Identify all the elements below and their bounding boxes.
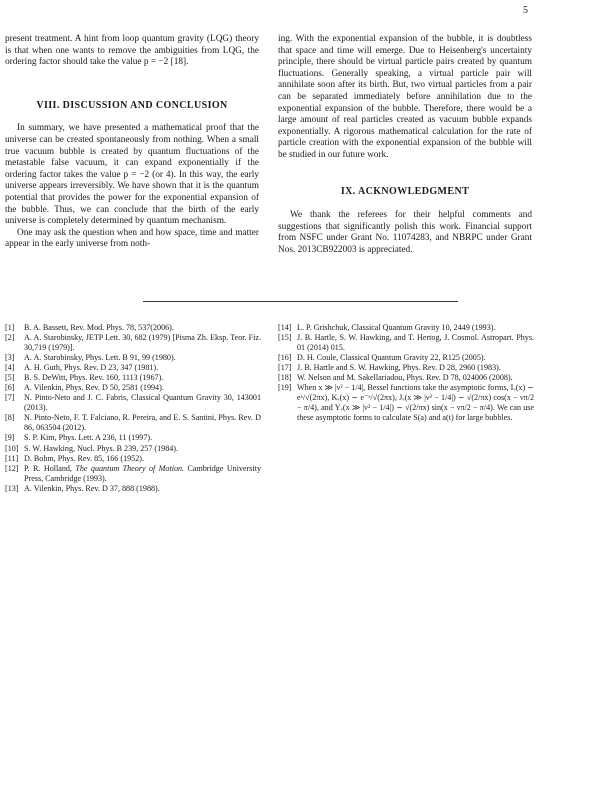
reference-item [278,383,534,423]
reference-book-title: The quantum Theory of Motion. [75,463,185,473]
reference-item [5,373,261,383]
reference-text: S. P. Kim, Phys. Lett. A 236, 11 (1997). [24,433,153,443]
reference-text: A. Vilenkin, Phys. Rev. D 50, 2581 (1994). [24,383,164,393]
right-continuation-paragraph: ing. With the exponential expansion of the bubble, it is doubtless that space and time will emerge. Due to Heisenberg's uncertainty principle, there should be virtual particle pairs created by quantum fluctuations. Generally speaking, a virtual particle pair will annihilate soon after its birth. But, two virtual particles from a pair can be separated immediately before annihilation due to the exponential expansion of the bubble. Therefore, there would be a large amount of real particles created as vacuum bubble expands exponentially. A rigorous mathematical calculation for the rate of particle creation with the exponential expansion of the bubble will be studied in our future work. [278,34,532,160]
reference-item [5,484,261,494]
reference-item [5,353,261,363]
reference-text: A. Vilenkin, Phys. Rev. D 37, 888 (1988). [24,483,160,493]
reference-item [5,383,261,393]
section-heading-acknowledgment: IX. ACKNOWLEDGMENT [340,185,470,197]
reference-item [5,323,261,333]
reference-number: [11] [5,453,19,463]
reference-publisher: Cambridge University Press, Cambridge (1993). [24,463,261,483]
reference-number: [19] [278,383,292,393]
reference-text: N. Pinto-Neto, F. T. Falciano, R. Pereira, and E. S. Santini, Phys. Rev. D 86, 063504 (2012). [24,413,261,433]
reference-number: [8] [5,413,15,423]
left-intro-paragraph: present treatment. A hint from loop quantum gravity (LQG) theory is that when one wants to remove the ambiguities from LQG, the ordering factor should take the value p = −2 [18]. [5,34,259,68]
reference-text: D. H. Coule, Classical Quantum Gravity 22, R125 (2005). [297,353,486,363]
discussion-paragraph-1: In summary, we have presented a mathematical proof that the universe can be created spontaneously from nothing. When a small true vacuum bubble is created by quantum fluctuations of the metastable false vacuum, it can expand exponentially if the ordering factor takes the value p = −2 (or 4). In this way, the early universe appears irreversibly. We have shown that it is the quantum potential that provides the power for the exponential expansion of the bubble. Thus, we can conclude that the birth of the early universe is completely determined by quantum mechanism. [5,123,259,227]
reference-number: [7] [5,393,15,403]
acknowledgment-paragraph: We thank the referees for their helpful comments and suggestions that significantly polish this work. Financial support from NSFC under Grant No. 11074283, and NBRPC under Grant Nos. 2013CB922003 is appreciated. [278,210,532,255]
reference-item [5,433,261,443]
reference-item [5,413,261,433]
reference-list-right [278,323,534,423]
reference-item [278,323,534,333]
reference-number: [10] [5,443,19,453]
page-number: 5 [523,5,528,16]
reference-number: [15] [278,333,292,343]
reference-number: [13] [5,483,19,493]
reference-number: [2] [5,333,15,343]
reference-text: B. S. DeWitt, Phys. Rev. 160, 1113 (1967). [24,373,164,383]
reference-text: J. B. Hartle, S. W. Hawking, and T. Hertog, J. Cosmol. Astropart. Phys. 01 (2014) 015. [297,333,534,352]
reference-text: When x ≫ |ν² − 1/4|, Bessel functions take the asymptotic forms, Iᵥ(x) ∼ eˣ/√(2πx), Kᵥ(x) ∼ e⁻ˣ/√(2πx), Jᵥ(x ≫ |ν² − 1/4|) ∼ √(2/πx) cos(x − νπ/2 − π/4), and Yᵥ(x ≫ |ν² − 1/4|) ∼ √(2/πx) sin(x − νπ/2 − π/4). We can use these asymptotic forms to calculate S(a) and a(t) for large bubbles. [297,383,534,423]
reference-text: W. Nelson and M. Sakellariadou, Phys. Rev. D 78, 024006 (2008). [297,373,513,383]
reference-number: [12] [5,463,19,473]
reference-item [278,353,534,363]
right-column [278,34,532,257]
reference-item [5,363,261,373]
references-divider [143,301,458,302]
reference-number: [3] [5,353,15,363]
reference-number: [14] [278,323,292,332]
reference-number: [9] [5,433,15,443]
reference-item [5,444,261,454]
reference-text: N. Pinto-Neto and J. C. Fabris, Classical Quantum Gravity 30, 143001 (2013). [24,393,261,413]
reference-item [5,393,261,413]
reference-item [5,454,261,464]
reference-text: A. H. Guth, Phys. Rev. D 23, 347 (1981). [24,363,159,373]
reference-list-left [5,323,261,494]
reference-item [278,333,534,353]
reference-number: [16] [278,353,292,363]
reference-text: L. P. Grishchuk, Classical Quantum Gravity 10, 2449 (1993). [297,323,496,332]
reference-text: S. W. Hawking, Nucl. Phys. B 239, 257 (1984). [24,443,179,453]
left-column [5,34,259,251]
reference-text: J. B. Hartle and S. W. Hawking, Phys. Rev. D 28, 2960 (1983). [297,363,501,373]
reference-number: [5] [5,373,15,383]
reference-item [278,373,534,383]
reference-item [278,363,534,373]
reference-text: A. A. Starobinsky, JETP Lett. 30, 682 (1979) [Pisma Zh. Eksp. Teor. Fiz. 30,719 (1979)]. [24,333,261,352]
reference-number: [6] [5,383,15,393]
section-heading-discussion: VIII. DISCUSSION AND CONCLUSION [36,99,228,111]
reference-item [5,464,261,484]
reference-text: D. Bohm, Phys. Rev. 85, 166 (1952). [24,453,144,463]
reference-text [24,464,261,484]
reference-number: [4] [5,363,15,373]
discussion-paragraph-2: One may ask the question when and how space, time and matter appear in the early universe from noth- [5,227,259,250]
reference-text: A. A. Starobinsky, Phys. Lett. B 91, 99 (1980). [24,353,176,363]
reference-number: [17] [278,363,292,373]
reference-item [5,333,261,353]
reference-authors: P. R. Holland, [24,463,76,473]
reference-text: B. A. Bassett, Rev. Mod. Phys. 78, 537(2006). [24,323,174,332]
reference-number: [1] [5,323,15,332]
reference-number: [18] [278,373,292,383]
